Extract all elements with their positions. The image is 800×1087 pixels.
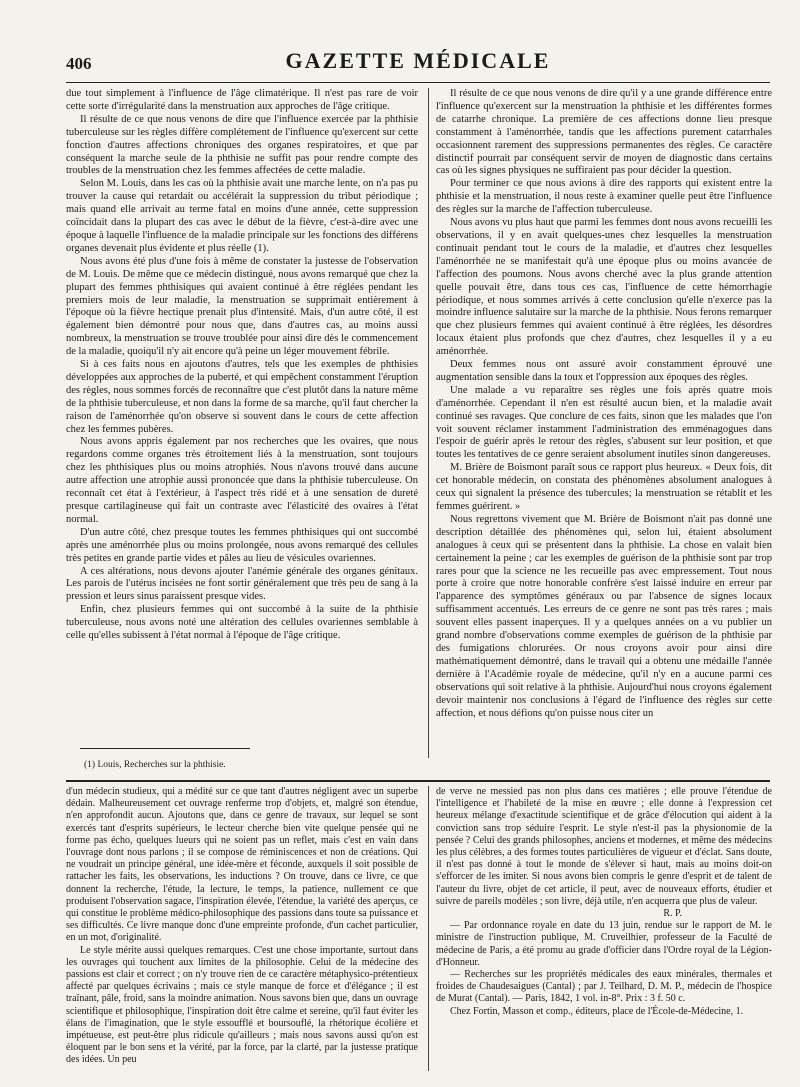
top-left-column xyxy=(66,88,418,738)
column-divider xyxy=(428,88,429,758)
paragraph: Enfin, chez plusieurs femmes qui ont succombé à la suite de la phthisie tuberculeuse, nous avons noté une altération des cellules ovariennes semblable à celle qu'elles subissent à l'état normal à l'époque de l'âge critique. xyxy=(66,604,418,642)
page-number: 406 xyxy=(66,54,92,73)
page-header xyxy=(66,48,770,74)
paragraph: M. Brière de Boismont paraît sous ce rapport plus heureux. « Deux fois, dit cet honorable médecin, on constata des phénomènes absolument analogues à ceux qui signalent la présence des tubercules; la menstruation se rétablit et les femmes guérirent. » xyxy=(436,462,772,512)
top-right-column xyxy=(436,88,772,776)
announcement: — Par ordonnance royale en date du 13 juin, rendue sur le rapport de M. le ministre de l'instruction publique, M. Cruveilhier, professeur de la Faculté de médecine de Paris, a été promu au grade d'officier dans l'Ordre royal de la Légion-d'Honneur. xyxy=(436,920,772,968)
section-rule xyxy=(66,780,770,782)
announcement: — Recherches sur les propriétés médicales des eaux minérales, thermales et froides de Chaudesaigues (Cantal) ; par J. Teilhard, D. M. P., médecin de l'hospice de Murat (Cantal). — Paris, 1842, 1 vol. in-8°. Prix : 3 f. 50 c. xyxy=(436,969,772,1005)
bottom-left-column xyxy=(66,786,418,1071)
paragraph: Si à ces faits nous en ajoutons d'autres, tels que les exemples de phthisies développées aux approches de la puberté, et qui empêchent constamment l'éruption des règles, nous sommes forcés de reconnaître que c'est plutôt dans la nature même de la phthisie tuberculeuse, et non dans la forme de sa marche, qu'il faut chercher la raison de l'aménorrhée qu'on observe si souvent dans le cours de cette affection chez les femmes pubères. xyxy=(66,359,418,435)
header-rule xyxy=(66,82,770,83)
paragraph: Nous avons été plus d'une fois à même de constater la justesse de l'observation de M. Louis. De même que ce médecin distingué, nous avons remarqué que chez la plupart des femmes phthisiques qui avaient continué à être réglées pendant les premiers mois de leur maladie, la menstruation se supprimait entièrement à l'époque où la fièvre hectique prenait plus d'intensité. Mais, d'un autre côté, il est également bien démontré pour nous que, dans d'autres cas, au moins aussi nombreux, la menstruation se trouve troublée pour ainsi dire dès le commencement de la maladie, quoiqu'il n'y ait encore qu'à peine un léger mouvement fébrile. xyxy=(66,255,418,358)
footnote-rule xyxy=(80,748,250,749)
paragraph: Il résulte de ce que nous venons de dire qu'il y a une grande différence entre l'influence qu'exercent sur la menstruation la phthisie et les différentes formes de catarrhe chronique. La première de ces affections donne lieu presque constamment à l'aménorrhée, tandis que les affections purement catarrhales occasionnent rarement des suppressions permanentes des règles. Ce caractère distinctif pourrait par conséquent servir de moyen de diagnostic dans certains cas où les signes physiques ne suffiraient pas pour décider la question. xyxy=(436,88,772,177)
paragraph: Il résulte de ce que nous venons de dire que l'influence exercée par la phthisie tuberculeuse sur les règles diffère complétement de l'influence qu'exercent sur cette fonction d'autres affections chroniques des organes respiratoires, et que par conséquent la marche seule de la phthisie ne suffit pas pour rendre compte des troubles de la menstruation chez les femmes affectées de cette maladie. xyxy=(66,113,418,177)
paragraph: Une malade a vu reparaître ses règles une fois après quatre mois d'aménorrhée. Cependant il n'en est résulté aucun bien, et la maladie avait continué ses ravages. Que conclure de ces faits, sinon que les malades que l'on voit souvent réclamer instamment l'administration des emménagogues dans l'espoir de guérir après le retour des règles, s'abusent sur leur position, et que toutes les tentatives de ce genre seraient absolument inutiles sinon dangereuses. xyxy=(436,384,772,461)
paragraph: Nous avons appris également par nos recherches que les ovaires, que nous regardons comme organes très étroitement liés à la menstruation, sont toujours chez les phthisiques plus ou moins atrophiés. Nous n'avons trouvé dans aucune autre affection une atrophie aussi prononcée que dans la phthisie tuberculeuse. On reconnaît cet état à l'extérieur, à l'aspect très ridé et à une sensation de dureté presque cartilagineuse qui fait un contraste avec l'élasticité des ovaires à l'état normal. xyxy=(66,436,418,525)
paragraph: A ces altérations, nous devons ajouter l'anémie générale des organes génitaux. Les parois de l'utérus incisées ne font sortir généralement que très peu de sang à la pression et leurs sinus paraissent presque vides. xyxy=(66,565,418,603)
announcement: Chez Fortin, Masson et comp., éditeurs, place de l'École-de-Médecine, 1. xyxy=(450,1005,744,1017)
paragraph: D'un autre côté, chez presque toutes les femmes phthisiques qui ont succombé après une aménorrhée plus ou moins prolongée, nous avons remarqué des cellules très petites en grande partie vides et pâles au lieu de vésicules ovariennes. xyxy=(66,526,418,564)
author-signature: R. P. xyxy=(663,908,682,920)
paragraph: Deux femmes nous ont assuré avoir constamment éprouvé une augmentation sensible dans la toux et l'oppression aux époques des règles. xyxy=(436,359,772,383)
paragraph: Le style mérite aussi quelques remarques. C'est une chose importante, surtout dans les ouvrages qui touchent aux limites de la philosophie. Celui de la médecine des passions est clair et correct ; on n'y trouve rien de ce caractère métaphysico-prétentieux affecté par quelques écrivains ; mais ce style manque de force et d'élégance ; il est traînant, pâle, froid, sans la moindre animation. Nous savons bien que, dans un ouvrage scientifique et philosophique, l'inspiration doit être calme et sereine, qu'il faut éviter les élans de l'imagination, que le style essoufflé et boursouflé, la rhétorique écolière et impétueuse, est peut-être plus ridicule qu'ailleurs ; mais nous savons aussi qu'on est éloquent par le bon sens et la vérité, par la force, par la clarté, par la justesse pratique des idées. Un peu xyxy=(66,944,418,1066)
paragraph: Selon M. Louis, dans les cas où la phthisie avait une marche lente, on n'a pas pu trouver la cause qui retardait ou accélérait la suppression du tribut périodique ; mais quand elle arrivait au terme fatal en moins d'une année, cette suppression coïncidait dans la plupart des cas avec le début de la fièvre, c'est-à-dire avec une époque à laquelle l'influence de la maladie principale sur les fonctions des différens organes devenait plus évidente et plus réelle (1). xyxy=(66,178,418,254)
paragraph: Pour terminer ce que nous avions à dire des rapports qui existent entre la phthisie et la menstruation, il nous reste à examiner quelle peut être l'influence des règles sur la marche de l'affection tuberculeuse. xyxy=(436,178,772,216)
paragraph: Nous regrettons vivement que M. Brière de Boismont n'ait pas donné une description détaillée des phénomènes qui, selon lui, étaient absolument analogues à ceux qui se présentent dans la phthisie. La chose en valait bien certainement la peine ; car les exemples de guérison de la phthisie sont par trop rares pour que la science ne les recueille pas avec empressement. Tout nous porte à croire que notre honorable confrère s'est laissé induire en erreur par l'apparence des symptômes généraux ou par l'absence de signes locaux suffisamment accentués. Les erreurs de ce genre ne sont pas très rares ; mais souvent elles passent inaperçues. Il y a quelques années on a vu publier un grand nombre d'observations comme exemples de guérison de la phthisie par des fumigations chlorurées. Or nous croyons avoir pour ainsi dire mathématiquement démontré, dans le travail qui a obtenu une médaille l'année dernière à l'Académie royale de médecine, qu'il n'y en a aucune parmi ces observations qui soit relative à la phthisie. Aujourd'hui nous croyons également devoir maintenir nos conclusions à l'égard de l'influence des règles sur cette affection, et nous défions qu'on puisse nous citer un xyxy=(436,513,772,719)
footnote: (1) Louis, Recherches sur la phthisie. xyxy=(84,760,226,770)
journal-title: GAZETTE MÉDICALE xyxy=(285,48,551,73)
paragraph: due tout simplement à l'influence de l'âge climatérique. Il n'est pas rare de voir cette sorte d'irrégularité dans la menstruation aux approches de l'âge critique. xyxy=(66,88,418,112)
paragraph: de verve ne messied pas non plus dans ces matières ; elle prouve l'étendue de l'intelligence et l'habileté de la mise en œuvre ; elle donne à l'expression cet heureux mélange d'exactitude scientifique et de grâce d'élocution qui aident à la conviction sans trop séduire l'esprit. Le style n'est-il pas la physionomie de la pensée ? Celui des grands philosophes, anciens et modernes, et même des médecins les plus célèbres, a des formes toutes particulières de vigueur et d'éclat. Sans doute, il n'est pas donné à tout le monde de s'élever si haut, mais au moins doit-on s'efforcer de les imiter. Si nous avons bien compris le genre d'esprit et de talent de l'auteur du livre, objet de cet article, il peut, avec de nouveaux efforts, étudier et suivre de pareils modèles ; son livre, déjà utile, n'en acquerra que plus de valeur. xyxy=(436,786,772,907)
paragraph: d'un médecin studieux, qui a médité sur ce que tant d'autres négligent avec un superbe dédain. Malheureusement cet ouvrage renferme trop d'objets, et, malgré son étendue, n'en approfondit aucun. Ajoutons que, dans ce genre de travaux, sur lequel se sont exercés tant d'esprits supérieurs, le lecteur cherche bien vite quelque pensée qui ne forme pas écho, quelques lueurs qui ne soient pas un reflet, mais c'est en vain dans l'ouvrage dont nous parlons ; il se compose de réminiscences et non de créations. Qui ne voudrait un principe général, une idée-mère et féconde, auxquels il soit possible de rattacher les faits, les observations, les inductions ? On trouve, dans ce livre, ce que donnent la recherche, l'étude, la lecture, le temps, la patience, nullement ce que produisent l'observation sagace, l'inspiration élevée, l'étendue, la variété des aperçus, ce qui constitue le problème médico-philosophique des passions dans toute sa puissance et ses difficultés. Ce livre manque donc d'une empreinte profonde, d'un cachet particulier, en un mot, d'originalité. xyxy=(66,786,418,944)
bottom-right-column xyxy=(436,786,772,1076)
paragraph: Nous avons vu plus haut que parmi les femmes dont nous avons recueilli les observations, il y en avait quelques-unes chez lesquelles la menstruation continuait pendant tout le cours de la maladie, et d'autres chez lesquelles l'aménorrhée ne se manifestait qu'à une époque plus ou moins avancée de l'affection des poumons. Nous avons cherché avec la plus grande attention quelle pouvait être, dans tous ces cas, l'influence de cette hémorrhagie périodique, et nous sommes arrivés à cette conclusion qu'elle n'exerce pas la moindre influence salutaire sur la marche de la phthisie. Nous ferons remarquer que chez plusieurs femmes qui avaient continué à être réglées, les désordres locaux étaient plus profonds que chez d'autres, chez lesquelles il y a eu aménorrhée. xyxy=(436,217,772,358)
column-divider xyxy=(428,786,429,1071)
